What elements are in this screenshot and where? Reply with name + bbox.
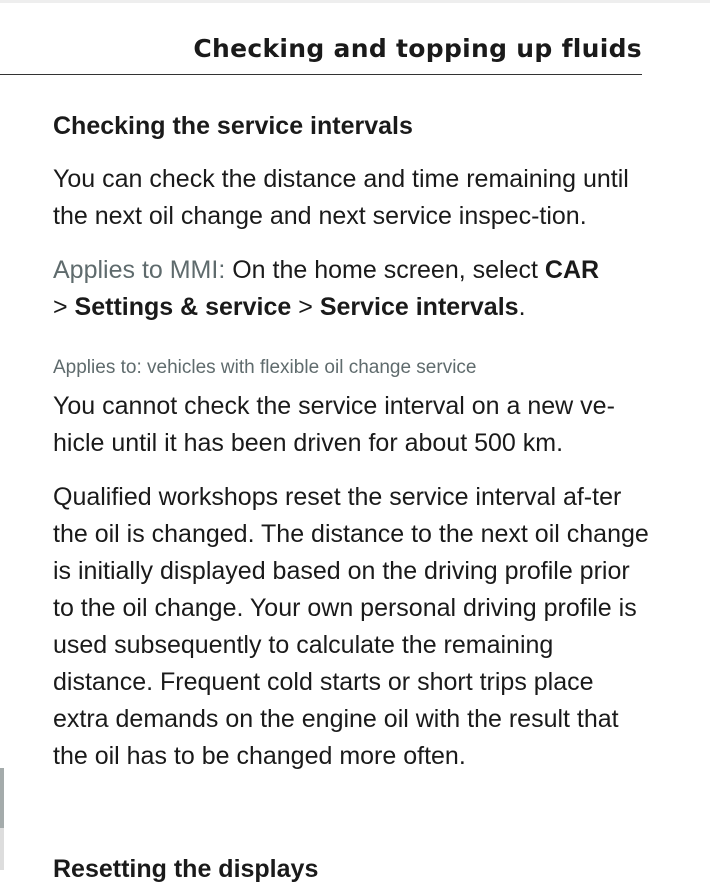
- top-bar: [0, 0, 710, 3]
- mmi-instructions: Applies to MMI: On the home screen, select CAR > Settings & service > Service intervals.: [53, 256, 600, 321]
- mmi-path-car: CAR: [544, 256, 600, 284]
- mmi-path-service-intervals: Service intervals: [319, 293, 519, 321]
- intro-paragraph: You can check the distance and time remaining until the next oil change and next service inspec-tion.: [53, 165, 629, 230]
- reset-paragraph: Qualified workshops reset the service interval af-ter the oil is changed. The distance to the next oil change is initially displayed based on the driving profile prior to the oil change. Your own personal driving profile is used subsequently to calculate the remaining distance. Frequent cold starts or short trips place extra demands on the engine oil with the result that the oil has to be changed more often.: [53, 483, 649, 770]
- section-title: Checking the service intervals: [53, 112, 413, 140]
- scrollbar-thumb[interactable]: [0, 768, 4, 828]
- next-section-title: Resetting the displays: [53, 855, 319, 883]
- mmi-label: Applies to MMI:: [53, 256, 226, 284]
- mmi-path-settings: Settings & service: [74, 293, 292, 321]
- applies-to-note: Applies to: vehicles with flexible oil change service: [53, 357, 477, 378]
- section-content: [53, 112, 653, 775]
- new-vehicle-paragraph: You cannot check the service interval on a new ve-hicle until it has been driven for about 500 km.: [53, 392, 615, 457]
- header-divider: [0, 74, 642, 75]
- page-header-title: Checking and topping up fluids: [193, 34, 642, 63]
